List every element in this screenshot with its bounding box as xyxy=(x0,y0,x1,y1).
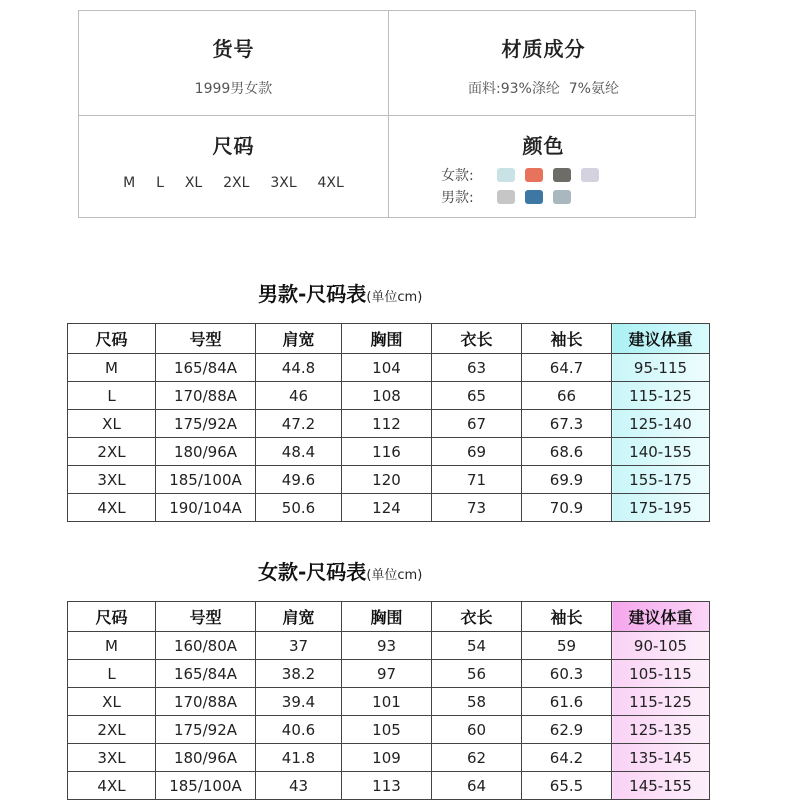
column-header: 胸围 xyxy=(342,602,432,632)
table-row xyxy=(68,494,710,522)
table-cell: M xyxy=(68,632,156,660)
sizes-title: 尺码 xyxy=(212,134,255,158)
women-color-row xyxy=(441,164,609,186)
table-cell: 48.4 xyxy=(256,438,342,466)
table-cell: 39.4 xyxy=(256,688,342,716)
men-color-swatch-3 xyxy=(553,190,571,204)
column-header: 袖长 xyxy=(522,324,612,354)
column-header: 号型 xyxy=(156,324,256,354)
table-cell: 50.6 xyxy=(256,494,342,522)
table-cell: 68.6 xyxy=(522,438,612,466)
table-cell: L xyxy=(68,382,156,410)
men-color-swatch-1 xyxy=(497,190,515,204)
women-color-swatch-4 xyxy=(581,168,599,182)
table-cell: 69.9 xyxy=(522,466,612,494)
table-cell: 69 xyxy=(432,438,522,466)
table-cell: 101 xyxy=(342,688,432,716)
table-row xyxy=(68,410,710,438)
men-color-label: 男款: xyxy=(441,190,474,206)
column-header: 衣长 xyxy=(432,602,522,632)
table-cell: XL xyxy=(68,410,156,438)
table-cell: 62.9 xyxy=(522,716,612,744)
table-cell: 175-195 xyxy=(612,494,710,522)
table-cell: 65 xyxy=(432,382,522,410)
table-cell: 54 xyxy=(432,632,522,660)
table-row xyxy=(68,354,710,382)
table-cell: 67 xyxy=(432,410,522,438)
women-table-unit: (单位cm) xyxy=(366,568,423,583)
women-color-swatch-3 xyxy=(553,168,571,182)
table-cell: 59 xyxy=(522,632,612,660)
men-table-unit: (单位cm) xyxy=(366,290,423,305)
table-cell: 93 xyxy=(342,632,432,660)
table-cell: 63 xyxy=(432,354,522,382)
table-cell: 175/92A xyxy=(156,716,256,744)
table-cell: 116 xyxy=(342,438,432,466)
colors-title: 颜色 xyxy=(522,134,565,158)
table-cell: 155-175 xyxy=(612,466,710,494)
table-cell: 67.3 xyxy=(522,410,612,438)
table-cell: 64 xyxy=(432,772,522,800)
table-cell: 105 xyxy=(342,716,432,744)
table-cell: 44.8 xyxy=(256,354,342,382)
table-cell: 2XL xyxy=(68,438,156,466)
table-row xyxy=(68,438,710,466)
table-row xyxy=(68,716,710,744)
table-cell: 160/80A xyxy=(156,632,256,660)
item-number-cell xyxy=(79,11,388,115)
table-cell: 175/92A xyxy=(156,410,256,438)
table-cell: 112 xyxy=(342,410,432,438)
table-cell: 56 xyxy=(432,660,522,688)
table-cell: 105-115 xyxy=(612,660,710,688)
table-cell: 180/96A xyxy=(156,744,256,772)
table-cell: 73 xyxy=(432,494,522,522)
table-cell: 41.8 xyxy=(256,744,342,772)
table-cell: 115-125 xyxy=(612,688,710,716)
women-color-label: 女款: xyxy=(441,168,474,184)
table-cell: 70.9 xyxy=(522,494,612,522)
table-cell: 125-135 xyxy=(612,716,710,744)
men-table-title xyxy=(258,278,422,307)
colors-cell xyxy=(389,116,698,220)
table-cell: 58 xyxy=(432,688,522,716)
table-cell: 113 xyxy=(342,772,432,800)
women-size-table xyxy=(67,601,710,800)
table-cell: 60.3 xyxy=(522,660,612,688)
table-cell: 185/100A xyxy=(156,772,256,800)
table-cell: 125-140 xyxy=(612,410,710,438)
table-cell: 61.6 xyxy=(522,688,612,716)
table-cell: 145-155 xyxy=(612,772,710,800)
table-cell: 64.7 xyxy=(522,354,612,382)
table-header-row xyxy=(68,602,710,632)
table-cell: M xyxy=(68,354,156,382)
item-number-title: 货号 xyxy=(212,37,255,61)
table-cell: 62 xyxy=(432,744,522,772)
table-cell: 60 xyxy=(432,716,522,744)
table-cell: 2XL xyxy=(68,716,156,744)
table-cell: 71 xyxy=(432,466,522,494)
table-row xyxy=(68,660,710,688)
table-cell: 120 xyxy=(342,466,432,494)
product-info-grid xyxy=(78,10,696,218)
table-cell: 170/88A xyxy=(156,688,256,716)
table-cell: 115-125 xyxy=(612,382,710,410)
table-header-row xyxy=(68,324,710,354)
men-size-table xyxy=(67,323,710,522)
table-cell: 4XL xyxy=(68,494,156,522)
column-header: 号型 xyxy=(156,602,256,632)
table-row xyxy=(68,382,710,410)
table-row xyxy=(68,688,710,716)
material-value: 面料:93%涤纶 7%氨纶 xyxy=(468,81,619,97)
sizes-cell xyxy=(79,116,388,220)
men-color-swatch-2 xyxy=(525,190,543,204)
table-cell: 38.2 xyxy=(256,660,342,688)
women-color-swatch-1 xyxy=(497,168,515,182)
table-cell: 66 xyxy=(522,382,612,410)
table-cell: XL xyxy=(68,688,156,716)
column-header: 胸围 xyxy=(342,324,432,354)
table-cell: 104 xyxy=(342,354,432,382)
column-header: 尺码 xyxy=(68,602,156,632)
men-color-row xyxy=(441,186,609,208)
table-cell: 180/96A xyxy=(156,438,256,466)
table-cell: 64.2 xyxy=(522,744,612,772)
column-header: 衣长 xyxy=(432,324,522,354)
column-header: 肩宽 xyxy=(256,324,342,354)
women-table-title-text: 女款-尺码表 xyxy=(258,560,367,584)
table-row xyxy=(68,744,710,772)
table-cell: 40.6 xyxy=(256,716,342,744)
table-cell: 108 xyxy=(342,382,432,410)
table-cell: 47.2 xyxy=(256,410,342,438)
table-cell: 190/104A xyxy=(156,494,256,522)
table-cell: 170/88A xyxy=(156,382,256,410)
table-cell: 65.5 xyxy=(522,772,612,800)
table-cell: 49.6 xyxy=(256,466,342,494)
material-title: 材质成分 xyxy=(501,37,586,61)
column-header: 建议体重 xyxy=(612,324,710,354)
table-cell: L xyxy=(68,660,156,688)
women-color-swatch-2 xyxy=(525,168,543,182)
column-header: 肩宽 xyxy=(256,602,342,632)
table-cell: 97 xyxy=(342,660,432,688)
table-cell: 165/84A xyxy=(156,354,256,382)
table-cell: 95-115 xyxy=(612,354,710,382)
women-swatches xyxy=(497,168,609,182)
table-cell: 185/100A xyxy=(156,466,256,494)
material-cell xyxy=(389,11,698,115)
table-cell: 140-155 xyxy=(612,438,710,466)
table-cell: 124 xyxy=(342,494,432,522)
table-row xyxy=(68,466,710,494)
color-swatch-rows xyxy=(441,164,609,208)
table-cell: 3XL xyxy=(68,466,156,494)
women-table-title xyxy=(258,556,422,585)
table-cell: 46 xyxy=(256,382,342,410)
column-header: 建议体重 xyxy=(612,602,710,632)
table-cell: 165/84A xyxy=(156,660,256,688)
table-cell: 135-145 xyxy=(612,744,710,772)
column-header: 袖长 xyxy=(522,602,612,632)
table-cell: 37 xyxy=(256,632,342,660)
table-cell: 43 xyxy=(256,772,342,800)
table-cell: 90-105 xyxy=(612,632,710,660)
item-number-value: 1999男女款 xyxy=(194,81,273,97)
table-row xyxy=(68,772,710,800)
men-table-title-text: 男款-尺码表 xyxy=(258,282,367,306)
table-cell: 109 xyxy=(342,744,432,772)
sizes-list: M L XL 2XL 3XL 4XL xyxy=(123,175,344,191)
table-cell: 3XL xyxy=(68,744,156,772)
men-swatches xyxy=(497,190,581,204)
table-row xyxy=(68,632,710,660)
table-cell: 4XL xyxy=(68,772,156,800)
column-header: 尺码 xyxy=(68,324,156,354)
